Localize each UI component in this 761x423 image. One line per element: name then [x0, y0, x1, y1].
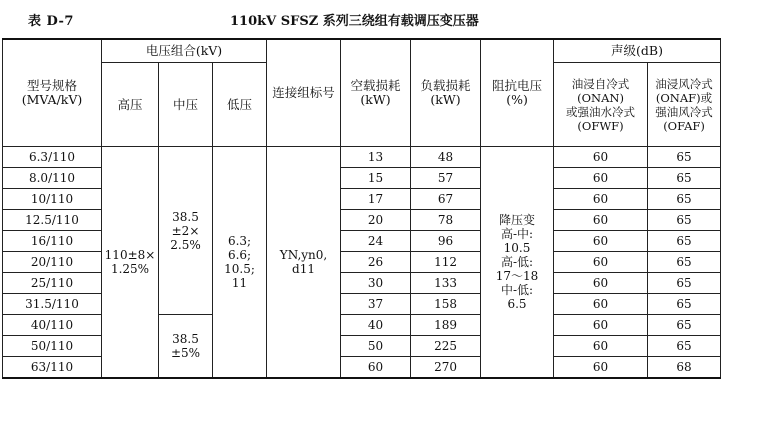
- cell-sound-onaf: 65: [648, 273, 721, 294]
- cell-spec: 63/110: [3, 357, 102, 379]
- cell-no-load: 17: [341, 189, 411, 210]
- cell-no-load: 20: [341, 210, 411, 231]
- cell-spec: 8.0/110: [3, 168, 102, 189]
- cell-load: 48: [411, 147, 481, 168]
- cell-sound-onan: 60: [554, 189, 648, 210]
- cell-sound-onan: 60: [554, 252, 648, 273]
- cell-load: 96: [411, 231, 481, 252]
- cell-spec: 20/110: [3, 252, 102, 273]
- cell-sound-onaf: 65: [648, 168, 721, 189]
- cell-sound-onaf: 65: [648, 231, 721, 252]
- cell-high-voltage: 110±8× 1.25%: [102, 147, 159, 379]
- cell-no-load: 37: [341, 294, 411, 315]
- header-model: 型号规格 (MVA/kV): [3, 39, 102, 147]
- header-low-voltage: 低压: [213, 63, 267, 147]
- table-id: 表 D-7: [28, 14, 74, 29]
- cell-low-voltage: 6.3; 6.6; 10.5; 11: [213, 147, 267, 379]
- cell-sound-onan: 60: [554, 336, 648, 357]
- cell-load: 67: [411, 189, 481, 210]
- header-connection: 连接组标号: [267, 39, 341, 147]
- cell-sound-onan: 60: [554, 294, 648, 315]
- cell-spec: 25/110: [3, 273, 102, 294]
- cell-sound-onaf: 65: [648, 315, 721, 336]
- cell-sound-onaf: 68: [648, 357, 721, 379]
- cell-no-load: 15: [341, 168, 411, 189]
- cell-impedance: 降压变 高-中: 10.5 高-低: 17～18 中-低: 6.5: [481, 147, 554, 379]
- cell-load: 112: [411, 252, 481, 273]
- cell-load: 57: [411, 168, 481, 189]
- cell-no-load: 26: [341, 252, 411, 273]
- header-sound-onaf: 油浸风冷式 (ONAF)或 强油风冷式 (OFAF): [648, 63, 721, 147]
- cell-sound-onan: 60: [554, 168, 648, 189]
- cell-spec: 12.5/110: [3, 210, 102, 231]
- header-mid-voltage: 中压: [159, 63, 213, 147]
- cell-load: 225: [411, 336, 481, 357]
- table-title: 110kV SFSZ 系列三绕组有载调压变压器: [230, 14, 479, 29]
- cell-sound-onan: 60: [554, 273, 648, 294]
- cell-spec: 40/110: [3, 315, 102, 336]
- cell-no-load: 13: [341, 147, 411, 168]
- cell-sound-onan: 60: [554, 231, 648, 252]
- cell-sound-onan: 60: [554, 315, 648, 336]
- cell-load: 270: [411, 357, 481, 379]
- header-voltage-group: 电压组合(kV): [102, 39, 267, 63]
- cell-spec: 31.5/110: [3, 294, 102, 315]
- cell-mid-voltage-a: 38.5 ±2× 2.5%: [159, 147, 213, 315]
- cell-sound-onaf: 65: [648, 294, 721, 315]
- cell-load: 189: [411, 315, 481, 336]
- cell-no-load: 50: [341, 336, 411, 357]
- cell-load: 78: [411, 210, 481, 231]
- table-caption: [0, 8, 761, 30]
- cell-sound-onaf: 65: [648, 189, 721, 210]
- cell-no-load: 40: [341, 315, 411, 336]
- cell-sound-onaf: 65: [648, 252, 721, 273]
- cell-sound-onaf: 65: [648, 210, 721, 231]
- cell-spec: 10/110: [3, 189, 102, 210]
- cell-sound-onan: 60: [554, 210, 648, 231]
- header-load-loss: 负载损耗 (kW): [411, 39, 481, 147]
- cell-spec: 6.3/110: [3, 147, 102, 168]
- header-sound-level: 声级(dB): [554, 39, 721, 63]
- cell-no-load: 60: [341, 357, 411, 379]
- transformer-spec-table: [2, 38, 721, 379]
- cell-sound-onan: 60: [554, 357, 648, 379]
- cell-sound-onan: 60: [554, 147, 648, 168]
- cell-spec: 50/110: [3, 336, 102, 357]
- header-no-load-loss: 空载损耗 (kW): [341, 39, 411, 147]
- cell-load: 133: [411, 273, 481, 294]
- cell-sound-onaf: 65: [648, 336, 721, 357]
- cell-connection: YN,yn0, d11: [267, 147, 341, 379]
- cell-load: 158: [411, 294, 481, 315]
- cell-no-load: 30: [341, 273, 411, 294]
- cell-mid-voltage-b: 38.5 ±5%: [159, 315, 213, 379]
- header-impedance: 阻抗电压 (%): [481, 39, 554, 147]
- header-sound-onan: 油浸自冷式 (ONAN) 或强油水冷式 (OFWF): [554, 63, 648, 147]
- cell-no-load: 24: [341, 231, 411, 252]
- header-high-voltage: 高压: [102, 63, 159, 147]
- table-row: [3, 147, 721, 168]
- cell-sound-onaf: 65: [648, 147, 721, 168]
- cell-spec: 16/110: [3, 231, 102, 252]
